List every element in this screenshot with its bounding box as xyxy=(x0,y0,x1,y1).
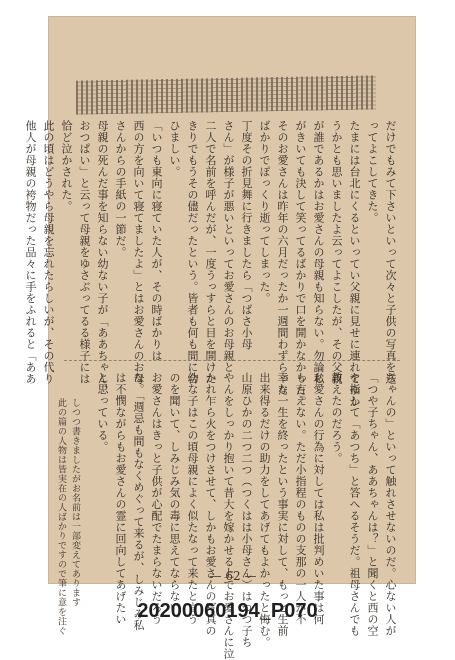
text-column: 「いつも東向に寝ていた人が、その時ばかりは xyxy=(150,120,163,362)
upper-text-block xyxy=(24,120,397,408)
text-column: な。「週忌も間もなくめぐって来るが、しみじみ私 xyxy=(132,372,145,631)
text-column: 幼な子はこの頃母親によく似たなって来たと言う xyxy=(186,372,199,625)
side-note xyxy=(56,398,80,636)
text-column: が誰であるかはお愛さんの母親も知らない。勿論私 xyxy=(312,120,325,385)
text-column: 幸な一生を終ったという事実に対して、もっと生前 xyxy=(276,372,289,637)
text-column: さん」が様子が悪いといってお愛さんのお母親と xyxy=(222,120,235,373)
text-column: 西の方を向いて寝てましたよ」とはお愛さんのお母 xyxy=(132,120,145,385)
text-column: かれ乍ら火をつけさせて、しかもお愛さんの写真の xyxy=(204,372,217,637)
text-column: ってよこしてきた。 xyxy=(366,120,379,224)
text-column: 丁度その折見舞に行きましたら「つばさ小母 xyxy=(240,120,253,350)
image-caption: 20200060194_P070 xyxy=(137,600,318,622)
text-column: やんをしっかり抱いて昔大を嫁かせる上でお愛さんに泣 xyxy=(222,372,235,660)
text-column: を指して「あつち」と答へるそうだ。祖母さんでも xyxy=(348,372,361,637)
text-column: さんからの手紙の一節だ。 xyxy=(114,120,127,258)
side-note-line: しつつ書きましたがお名前は一部変えてあります xyxy=(70,398,80,607)
text-column: きりでもうその儘だったという。皆者も何も間に合 xyxy=(186,120,199,385)
text-column: がきいても決して笑ってるばかりで口を開かなかった。 xyxy=(294,120,307,408)
text-column: 此の頃はどうやら母親を忘れたらしいが、その代り xyxy=(42,120,55,385)
text-column: お愛さんはきっと子供が心配でたまらないだろう xyxy=(150,372,163,625)
text-column: は不憫ながらもお愛さんの霊に回向してあげたい xyxy=(114,372,127,625)
text-column: ばかりでぽっくり逝ってしまった。 xyxy=(258,120,271,304)
section-divider xyxy=(64,360,400,361)
text-column: おつぱい」と云って母親をゆさぶってるる様子には xyxy=(78,120,91,385)
text-column: 母親の死んだ事を知らない幼ない子が「ああちゃん、 xyxy=(96,120,109,396)
text-column: ちゃんの」といって触れさせないのだ。心ない人が xyxy=(384,372,397,637)
text-column: 出来得るだけの助力をしてあげてもよかったと悔む。 xyxy=(258,372,271,648)
text-column: 山原ひかの二つ二つ（つくはは小母さん）はつつ子ち xyxy=(240,372,253,648)
text-column: ひましい。 xyxy=(168,120,181,178)
text-column: そのお愛さんは昨年の六月だったか一週間わずらった xyxy=(276,120,289,396)
text-column: 二人で名前を呼んだが、一度うっすらと目を開けた xyxy=(204,120,217,385)
side-note-line: 此の篇の人物は皆実在の人ばかりですので筆に意を注ぐ xyxy=(56,398,66,636)
text-column: 恰ど泣かされた。 xyxy=(60,120,73,212)
text-column: 「つや子ちゃん、ああちゃんは？」と聞くと西の空 xyxy=(366,372,379,637)
text-column: 教えたのだろう。 xyxy=(330,372,343,464)
text-column: お愛さんの行為に対しては私は批判めいた事は何 xyxy=(312,372,325,625)
text-column: だけでもみて下さいといって次々と子供の写真を送 xyxy=(384,120,397,385)
page-number: — 62 — xyxy=(209,569,257,583)
text-column: 他人が母親の袴物だった品々に手をふれると「ああ xyxy=(24,120,37,385)
decorative-title-banner xyxy=(76,75,376,114)
text-column: と思っている。 xyxy=(96,372,109,453)
text-column: たまには台北にくるといってい父親に見せに連れてゆか xyxy=(348,120,361,408)
text-column: も言えない。ただ小指程のものの支那の一人が不 xyxy=(294,372,307,625)
text-column: のを聞いて、しみじみ気の毒に思えてならない。 xyxy=(168,372,181,625)
text-column: うかとも思いましたよ云ってよこしたが、その父親 xyxy=(330,120,343,385)
